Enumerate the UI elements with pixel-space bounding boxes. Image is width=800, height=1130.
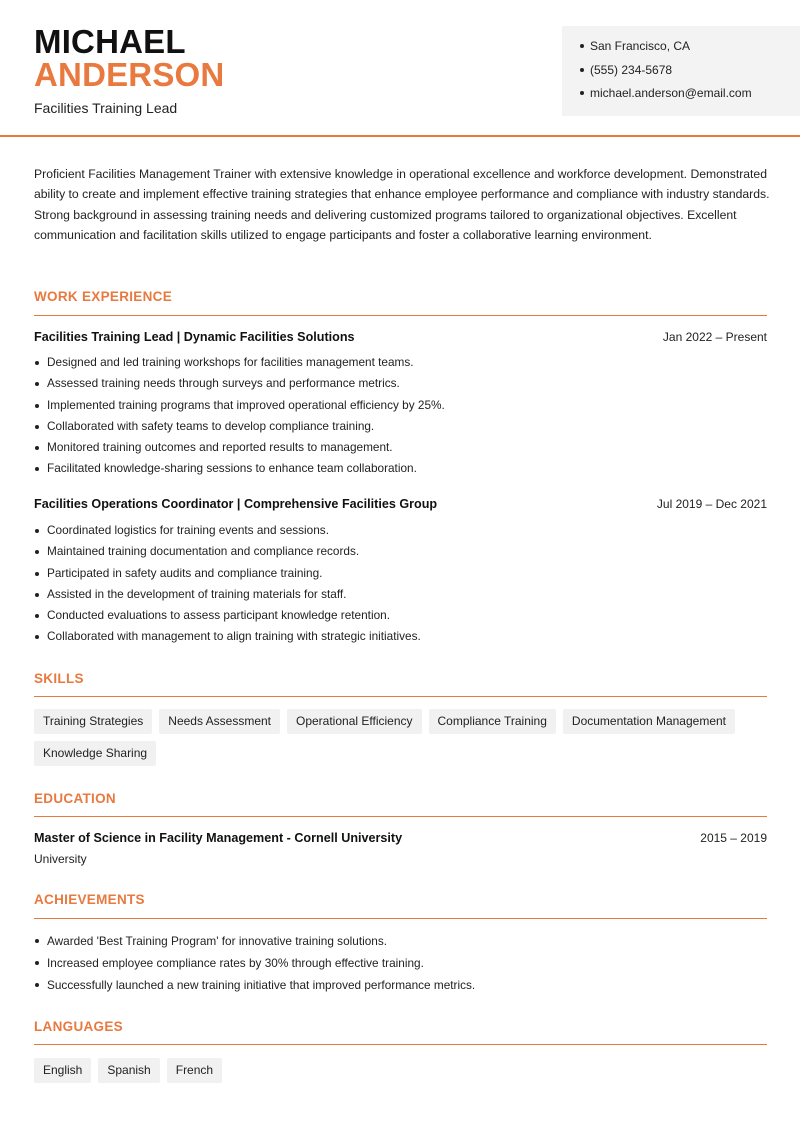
list-item: Implemented training programs that improved operational efficiency by 25%. <box>34 395 764 416</box>
job-title: Facilities Training Lead <box>34 100 178 116</box>
work-experience-heading: WORK EXPERIENCE <box>34 289 173 304</box>
job-role: Facilities Training Lead | Dynamic Facilities Solutions <box>34 330 355 344</box>
list-item: Collaborated with safety teams to develop compliance training. <box>34 416 764 437</box>
last-name: ANDERSON <box>34 56 225 93</box>
summary-paragraph: Proficient Facilities Management Trainer with extensive knowledge in operational excellence and workforce development. Demonstrated ability to create and implement effective training strategies that enhance employee performance and compliance with industry standards. Strong background in assessing training needs and delivering customized programs tailored to organizational objectives. Excellent communication and facilitation skills utilized to engage participants and foster a collaborative learning environment. <box>34 167 770 243</box>
contact-email: michael.anderson@email.com <box>580 85 800 109</box>
list-item: Assisted in the development of training materials for staff. <box>34 584 764 605</box>
skill-tag: Operational Efficiency <box>287 709 422 734</box>
language-tag: English <box>34 1058 91 1083</box>
job-dates: Jul 2019 – Dec 2021 <box>656 497 767 511</box>
education-degree: Master of Science in Facility Management - Cornell University <box>34 831 403 845</box>
list-item: Designed and led training workshops for facilities management teams. <box>34 352 764 373</box>
skill-tag: Needs Assessment <box>159 709 280 734</box>
job-bullets <box>34 520 764 648</box>
contact-phone: (555) 234-5678 <box>580 62 800 86</box>
list-item: Participated in safety audits and compliance training. <box>34 563 764 584</box>
list-item: Facilitated knowledge-sharing sessions to enhance team collaboration. <box>34 458 764 479</box>
education-heading: EDUCATION <box>34 791 116 806</box>
first-name: MICHAEL <box>34 23 186 60</box>
skill-tag: Knowledge Sharing <box>34 741 156 766</box>
list-item: Monitored training outcomes and reported results to management. <box>34 437 764 458</box>
education-divider <box>34 816 767 817</box>
skills-heading: SKILLS <box>34 671 84 686</box>
contact-box <box>562 26 800 116</box>
list-item: Increased employee compliance rates by 30% through effective training. <box>34 952 764 974</box>
list-item: Conducted evaluations to assess participant knowledge retention. <box>34 605 764 626</box>
skill-tag: Training Strategies <box>34 709 152 734</box>
list-item: Coordinated logistics for training events and sessions. <box>34 520 764 541</box>
achievements-list <box>34 930 764 996</box>
language-tag: Spanish <box>98 1058 159 1083</box>
achievements-heading: ACHIEVEMENTS <box>34 892 145 907</box>
skills-divider <box>34 696 767 697</box>
list-item: Successfully launched a new training initiative that improved performance metrics. <box>34 974 764 996</box>
list-item: Assessed training needs through surveys and performance metrics. <box>34 373 764 394</box>
job-bullets <box>34 352 764 480</box>
list-item: Awarded 'Best Training Program' for innovative training solutions. <box>34 930 764 952</box>
languages-heading: LANGUAGES <box>34 1019 123 1034</box>
languages-divider <box>34 1044 767 1045</box>
education-dates: 2015 – 2019 <box>700 831 767 845</box>
skill-tag: Compliance Training <box>429 709 556 734</box>
achievements-divider <box>34 918 767 919</box>
language-tag: French <box>167 1058 222 1083</box>
list-item: Collaborated with management to align training with strategic initiatives. <box>34 626 764 647</box>
education-school: University <box>34 852 87 866</box>
resume-header <box>0 0 800 137</box>
job-dates: Jan 2022 – Present <box>662 330 767 344</box>
work-experience-divider <box>34 315 767 316</box>
list-item: Maintained training documentation and compliance records. <box>34 541 764 562</box>
languages-tags <box>34 1058 774 1083</box>
skill-tag: Documentation Management <box>563 709 735 734</box>
job-role: Facilities Operations Coordinator | Comprehensive Facilities Group <box>34 497 438 511</box>
skills-tags <box>34 709 774 766</box>
contact-location: San Francisco, CA <box>580 38 800 62</box>
